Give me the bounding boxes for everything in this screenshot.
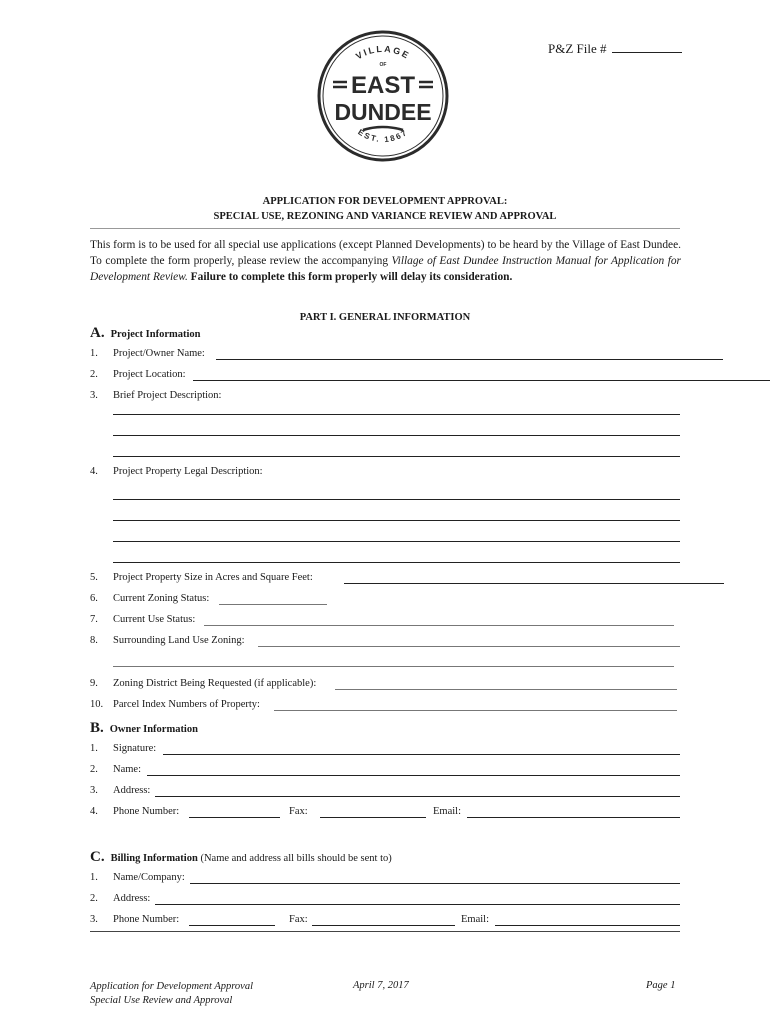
surrounding-zoning-input[interactable] <box>258 646 680 647</box>
item-number: 2. <box>90 893 98 904</box>
legal-description-line-3[interactable] <box>113 541 680 542</box>
field-label: Project Property Size in Acres and Square Feet: <box>113 572 313 583</box>
item-number: 1. <box>90 743 98 754</box>
email-label: Email: <box>461 914 489 925</box>
legal-description-line-2[interactable] <box>113 520 680 521</box>
footer-date: April 7, 2017 <box>353 980 409 991</box>
item-number: 4. <box>90 806 98 817</box>
owner-signature-input[interactable] <box>163 754 680 755</box>
current-zoning-input[interactable] <box>219 604 327 605</box>
part-title: PART I. GENERAL INFORMATION <box>299 312 471 323</box>
billing-address-input[interactable] <box>155 904 680 905</box>
field-label: Signature: <box>113 743 157 754</box>
field-billing-contact <box>90 914 690 928</box>
legal-description-line-1[interactable] <box>113 499 680 500</box>
svg-text:VILLAGE <box>354 44 412 61</box>
fax-label: Fax: <box>289 806 308 817</box>
intro-manual-reference: Village of East Dundee Instruction Manual for Application for Development Review. <box>90 255 681 283</box>
section-c-letter: C. <box>90 849 105 865</box>
form-title-line1: APPLICATION FOR DEVELOPMENT APPROVAL: <box>262 196 508 207</box>
property-size-input[interactable] <box>344 583 724 584</box>
logo-village-text: VILLAGE <box>354 43 412 62</box>
owner-address-input[interactable] <box>155 796 680 797</box>
item-number: 1. <box>90 872 98 883</box>
field-label: Address: <box>113 893 151 904</box>
section-b-heading <box>90 720 198 737</box>
footer-line-1: Application for Development Approval <box>90 981 254 992</box>
section-a-letter: A. <box>90 325 105 341</box>
fax-label: Fax: <box>289 914 308 925</box>
item-number: 10. <box>90 699 104 710</box>
pz-file-label: P&Z File # <box>548 41 607 56</box>
field-label: Project/Owner Name: <box>113 348 205 359</box>
logo-dundee-text: DUNDEE <box>334 99 432 125</box>
item-number: 6. <box>90 593 98 604</box>
item-number: 5. <box>90 572 98 583</box>
brief-description-line-2[interactable] <box>113 435 680 436</box>
item-number: 3. <box>90 390 98 401</box>
field-label: Zoning District Being Requested (if applicable): <box>113 678 317 689</box>
current-use-input[interactable] <box>204 625 674 626</box>
parcel-index-input[interactable] <box>274 710 677 711</box>
logo-east-text: EAST <box>350 72 416 99</box>
surrounding-zoning-line-2[interactable] <box>113 666 674 667</box>
form-title-line2: SPECIAL USE, REZONING AND VARIANCE REVIEW AND APPROVAL <box>213 211 557 222</box>
field-label: Name/Company: <box>113 872 185 883</box>
billing-phone-input[interactable] <box>189 925 275 926</box>
item-number: 7. <box>90 614 98 625</box>
section-a-title: Project Information <box>110 329 201 340</box>
zoning-requested-input[interactable] <box>335 689 677 690</box>
section-c-heading <box>90 849 392 866</box>
email-label: Email: <box>433 806 461 817</box>
field-label: Phone Number: <box>113 806 180 817</box>
logo-est-text: EST. 1867 <box>356 127 410 145</box>
footer-line-2: Special Use Review and Approval <box>90 995 233 1006</box>
item-number: 9. <box>90 678 98 689</box>
footer-page-number: Page 1 <box>646 980 676 991</box>
pz-file-number <box>548 40 682 57</box>
brief-description-line-1[interactable] <box>113 414 680 415</box>
field-owner-contact <box>90 806 690 820</box>
intro-text: This form is to be used for all special use applications (except Planned Developments) to be heard by the Village of East Dundee. To complete the form properly, please review the accompanying <box>90 239 681 267</box>
legal-description-line-4[interactable] <box>113 562 680 563</box>
section-c-note: (Name and address all bills should be sent to) <box>200 853 392 864</box>
item-number: 2. <box>90 369 98 380</box>
field-label: Project Location: <box>113 369 186 380</box>
title-divider <box>90 228 680 229</box>
intro-warning: Failure to complete this form properly will delay its consideration. <box>187 271 513 283</box>
project-owner-name-input[interactable] <box>216 359 723 360</box>
field-label: Phone Number: <box>113 914 180 925</box>
pz-file-blank[interactable] <box>612 40 682 53</box>
section-a-heading <box>90 325 201 342</box>
item-number: 4. <box>90 466 98 477</box>
brief-description-line-3[interactable] <box>113 456 680 457</box>
field-label: Brief Project Description: <box>113 390 222 401</box>
field-label: Current Use Status: <box>113 614 196 625</box>
project-location-input[interactable] <box>193 380 770 381</box>
field-label: Parcel Index Numbers of Property: <box>113 699 260 710</box>
item-number: 2. <box>90 764 98 775</box>
billing-fax-input[interactable] <box>312 925 455 926</box>
village-logo <box>317 30 449 162</box>
owner-email-input[interactable] <box>467 817 680 818</box>
section-c-title: Billing Information <box>110 853 198 864</box>
form-bottom-divider <box>90 931 680 932</box>
footer-document-name <box>90 980 253 1008</box>
item-number: 1. <box>90 348 98 359</box>
owner-phone-input[interactable] <box>189 817 280 818</box>
intro-paragraph <box>90 237 681 285</box>
item-number: 3. <box>90 914 98 925</box>
svg-text:EST. 1867 <box>356 128 410 145</box>
field-label: Address: <box>113 785 151 796</box>
field-label: Name: <box>113 764 141 775</box>
field-label: Surrounding Land Use Zoning: <box>113 635 245 646</box>
field-label: Project Property Legal Description: <box>113 466 263 477</box>
logo-of-text: OF <box>379 62 387 68</box>
item-number: 8. <box>90 635 98 646</box>
item-number: 3. <box>90 785 98 796</box>
owner-fax-input[interactable] <box>320 817 426 818</box>
section-b-title: Owner Information <box>109 724 198 735</box>
billing-name-input[interactable] <box>190 883 680 884</box>
billing-email-input[interactable] <box>495 925 680 926</box>
section-b-letter: B. <box>90 720 104 736</box>
field-label: Current Zoning Status: <box>113 593 210 604</box>
owner-name-input[interactable] <box>147 775 680 776</box>
